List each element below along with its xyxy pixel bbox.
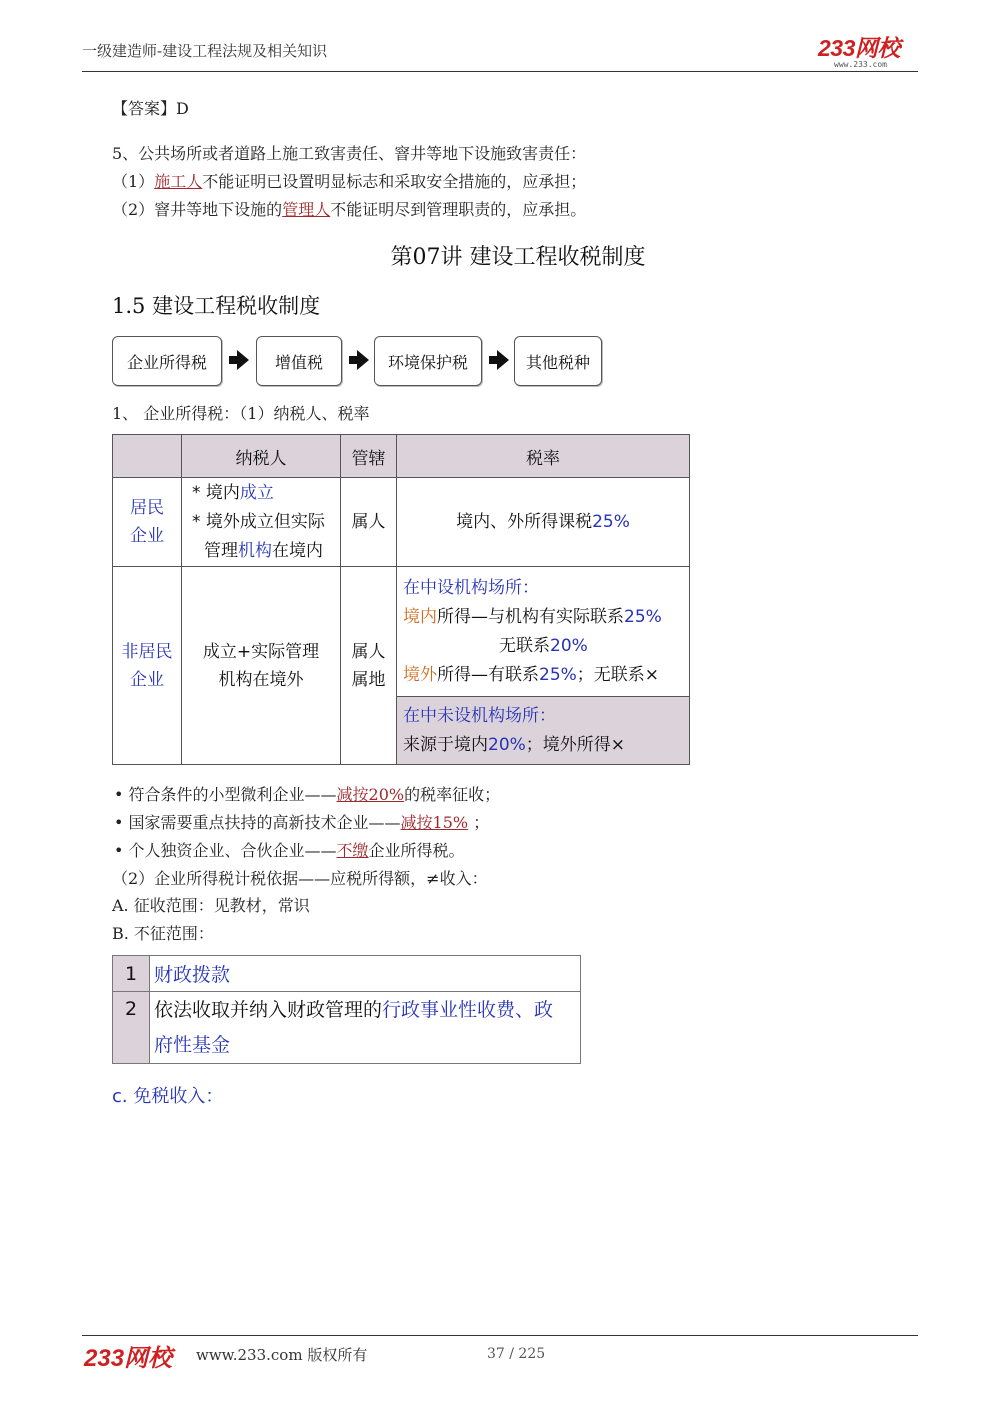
nonresident-taxpayer-line: 机构在境外	[218, 669, 304, 690]
tax-basis-line: （2）企业所得税计税依据——应税所得额，≠收入：	[112, 869, 488, 888]
row-text: 依法收取并纳入财政管理的行政事业性收费、政 府性基金	[150, 992, 581, 1064]
answer-line: 【答案】D	[112, 99, 189, 118]
non-taxable-income-table	[112, 955, 581, 1064]
table-header-cell	[113, 435, 182, 478]
flow-box-corporate-income-tax: 企业所得税	[112, 336, 222, 386]
table-row	[113, 992, 581, 1064]
row-label-line: 非居民	[121, 641, 173, 662]
row-label-nonresident	[113, 567, 182, 765]
row-number: 2	[113, 992, 150, 1064]
footer-logo: 233网校	[84, 1345, 173, 1372]
rate-line: 在中未设机构场所：	[403, 705, 556, 726]
header-title: 一级建造师-建设工程法规及相关知识	[82, 42, 328, 60]
footer-copyright: www.233.com 版权所有	[196, 1346, 368, 1364]
nonresident-taxpayer-line: 成立+实际管理	[202, 641, 320, 662]
lecture-title: 第07讲 建设工程收税制度	[390, 245, 646, 270]
resident-taxpayer-line: * 境外成立但实际	[192, 511, 325, 532]
table-header-row	[113, 435, 690, 478]
row-label-line: 企业	[130, 526, 164, 546]
bullet-item: • 个人独资企业、合伙企业——不缴企业所得税。	[114, 841, 465, 860]
table-row	[113, 956, 581, 992]
flow-box-vat: 增值税	[256, 336, 342, 386]
rate-line: 来源于境内20%；境外所得×	[403, 734, 626, 755]
resident-taxpayer-line: 管理机构在境内	[204, 540, 323, 561]
resident-taxpayer-cell	[182, 478, 341, 567]
logo-sub: www.233.com	[834, 60, 887, 69]
item5-line1-rest: 不能证明已设置明显标志和采取安全措施的，应承担；	[202, 172, 587, 191]
taxpayer-rate-table	[112, 434, 690, 765]
nonresident-jurisdiction-cell	[341, 567, 397, 765]
row-label-resident	[113, 478, 182, 567]
jurisdiction-line: 属人	[351, 641, 386, 662]
item5-line2-highlight: 管理人	[282, 200, 331, 219]
rate-line: 境外所得—有联系25%；无联系×	[403, 664, 660, 685]
brand-logo	[818, 30, 900, 69]
subsection-1-title: 1、 企业所得税：（1）纳税人、税率	[112, 404, 370, 423]
table-header-cell: 税率	[397, 435, 690, 478]
resident-taxpayer-line: * 境内成立	[192, 482, 274, 503]
nonresident-taxpayer-cell	[182, 567, 341, 765]
table-header-cell: 管辖	[341, 435, 397, 478]
flow-box-other-taxes: 其他税种	[514, 336, 602, 386]
item5-line1-highlight: 施工人	[154, 172, 203, 191]
table-row	[113, 567, 690, 697]
item5-line1-prefix: （1）	[112, 172, 155, 191]
page-number: 37 / 225	[487, 1346, 546, 1362]
bullet-item: • 国家需要重点扶持的高新技术企业——减按15% ；	[114, 813, 490, 832]
header-divider	[82, 71, 918, 72]
row-text: 财政拨款	[150, 956, 581, 992]
item5-line2-prefix: （2）窨井等地下设施的	[112, 200, 283, 219]
table-row	[113, 478, 690, 567]
row-label-line: 居民	[130, 498, 164, 518]
nonresident-established-rate-cell	[397, 567, 690, 697]
footer-divider	[82, 1335, 918, 1336]
rate-line: 在中设机构场所：	[403, 577, 539, 598]
bullet-item: • 符合条件的小型微利企业——减按20%的税率征收；	[114, 785, 501, 804]
logo-brand: 233网校	[818, 35, 900, 61]
item5-line1	[112, 169, 586, 192]
rate-line: 境内所得—与机构有实际联系25%	[403, 606, 662, 627]
flow-box-environmental-tax: 环境保护税	[374, 336, 482, 386]
resident-rate-cell: 境内、外所得课税25%	[397, 478, 690, 567]
nonresident-unestablished-rate-cell	[397, 697, 690, 765]
item5-line2-rest: 不能证明尽到管理职责的，应承担。	[330, 200, 587, 219]
non-collection-scope-line: B. 不征范围：	[112, 924, 214, 943]
resident-jurisdiction-cell: 属人	[341, 478, 397, 567]
item5-title: 5、公共场所或者道路上施工致害责任、窨井等地下设施致害责任：	[112, 144, 587, 163]
item5-line2	[112, 197, 586, 220]
collection-scope-line: A. 征收范围：见教材，常识	[112, 896, 310, 915]
rate-line: 无联系20%	[499, 635, 588, 656]
row-number: 1	[113, 956, 150, 992]
row-label-line: 企业	[130, 669, 164, 690]
table-header-cell: 纳税人	[182, 435, 341, 478]
tax-exempt-income-label: c. 免税收入：	[112, 1086, 224, 1107]
section-title: 1.5 建设工程税收制度	[112, 294, 321, 318]
jurisdiction-line: 属地	[351, 669, 386, 690]
